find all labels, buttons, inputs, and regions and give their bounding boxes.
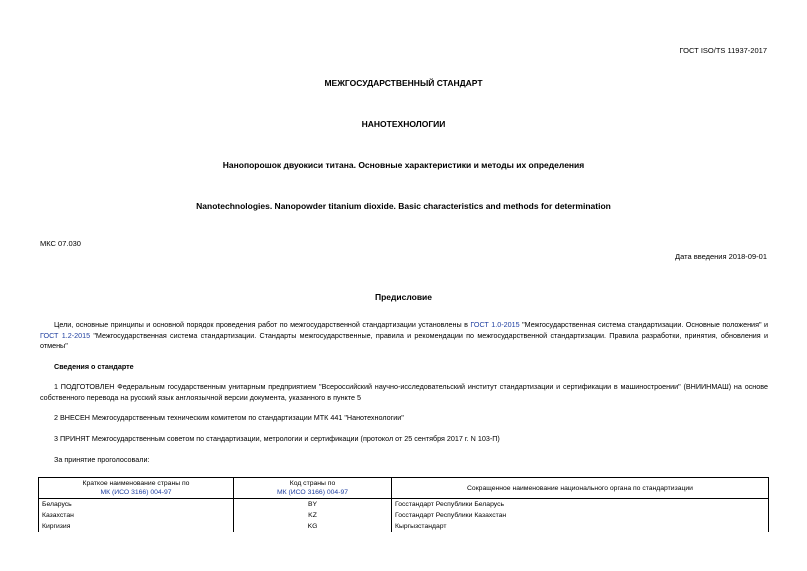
preface-paragraph bbox=[40, 320, 768, 352]
item-prepared: 1 ПОДГОТОВЛЕН Федеральным государственным унитарным предприятием "Всероссийский научно-исследовательский институт стандартизации и сертификации в машиностроении" (ВНИИНМАШ) на основе собственного перевода на русский язык англоязычной версии документа, указанного в пункте 5 bbox=[40, 382, 768, 402]
preface-text-b: "Межгосударственная система стандартизации. Основные положения" и bbox=[519, 320, 768, 329]
voted-label: За принятие проголосовали: bbox=[54, 455, 150, 464]
table-row bbox=[39, 499, 769, 511]
doc-number: ГОСТ ISO/TS 11937-2017 bbox=[679, 46, 767, 55]
column-header-country-ref[interactable]: МК (ИСО 3166) 004-97 bbox=[100, 489, 172, 496]
column-header-code-line1: Код страны по bbox=[289, 480, 336, 487]
table-row bbox=[39, 510, 769, 521]
item-introduced: 2 ВНЕСЕН Межгосударственным техническим комитетом по стандартизации МТК 441 "Нанотехнологии" bbox=[54, 413, 404, 422]
item-adopted: 3 ПРИНЯТ Межгосударственным советом по стандартизации, метрологии и сертификации (протокол от 25 сентября 2017 г. N 103-П) bbox=[54, 434, 500, 443]
title-russian: Нанопорошок двуокиси титана. Основные характеристики и методы их определения bbox=[222, 160, 585, 170]
gost-1-2-link[interactable]: ГОСТ 1.2-2015 bbox=[40, 330, 91, 340]
code-cell: KG bbox=[234, 521, 392, 532]
table-header-row bbox=[39, 478, 769, 499]
body-cell: Госстандарт Республики Беларусь bbox=[392, 499, 769, 511]
title-english: Nanotechnologies. Nanopowder titanium dioxide. Basic characteristics and methods for determination bbox=[196, 201, 611, 211]
countries-table bbox=[38, 477, 769, 532]
preface-text-a: Цели, основные принципы и основной порядок проведения работ по межгосударственной стандартизации установлены в bbox=[54, 320, 471, 329]
country-cell: Казахстан bbox=[39, 510, 234, 521]
column-header-country bbox=[39, 478, 234, 499]
standard-type-heading: МЕЖГОСУДАРСТВЕННЫЙ СТАНДАРТ bbox=[324, 78, 483, 88]
country-cell: Беларусь bbox=[39, 499, 234, 511]
column-header-country-line1: Краткое наименование страны по bbox=[82, 480, 190, 487]
table-row bbox=[39, 521, 769, 532]
preface-text-c: "Межгосударственная система стандартизации. Стандарты межгосударственные, правила и рекомендации по межгосударственной стандартизации. Правила разработки, принятия, обновления и отмены" bbox=[40, 330, 769, 350]
column-header-body: Сокращенное наименование национального органа по стандартизации bbox=[392, 478, 769, 499]
code-cell: KZ bbox=[234, 510, 392, 521]
body-cell: Госстандарт Республики Казахстан bbox=[392, 510, 769, 521]
subject-heading: НАНОТЕХНОЛОГИИ bbox=[361, 119, 446, 129]
country-cell: Киргизия bbox=[39, 521, 234, 532]
code-cell: BY bbox=[234, 499, 392, 511]
mks-code: МКС 07.030 bbox=[40, 239, 81, 248]
column-header-code-ref[interactable]: МК (ИСО 3166) 004-97 bbox=[276, 489, 349, 496]
column-header-code bbox=[234, 478, 392, 499]
gost-1-0-link[interactable]: ГОСТ 1.0-2015 bbox=[470, 320, 520, 329]
standard-info-heading: Сведения о стандарте bbox=[54, 362, 134, 371]
intro-date: Дата введения 2018-09-01 bbox=[675, 252, 767, 261]
preface-heading: Предисловие bbox=[374, 292, 433, 302]
body-cell: Кыргызстандарт bbox=[392, 521, 769, 532]
